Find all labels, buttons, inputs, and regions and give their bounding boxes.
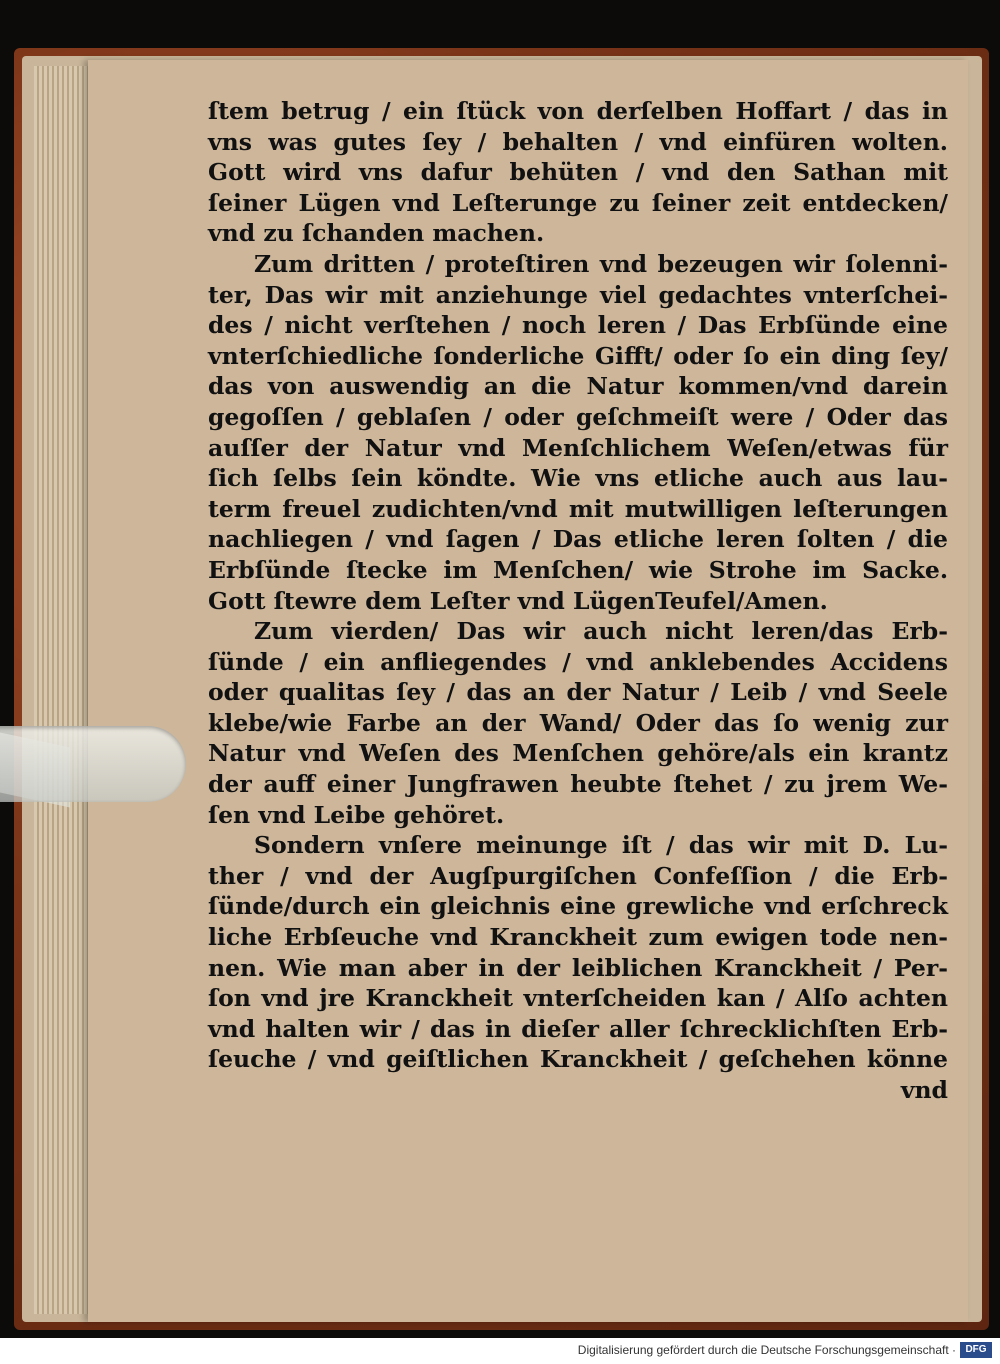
catchword: vnd	[900, 1076, 948, 1104]
funding-credit: Digitalisierung gefördert durch die Deutsche Forschungsgemeinschaft ·	[577, 1343, 956, 1357]
text-line: Zum dritten / proteſtiren vnd bezeugen wir ſolenni-	[254, 249, 948, 278]
text-line: ſeiner Lügen vnd Leſterunge zu ſeiner zeit entdecken/	[208, 188, 948, 217]
text-line: ſon vnd jre Kranckheit vnterſcheiden kan / Alſo achten	[208, 984, 948, 1013]
footer-bar	[0, 1338, 1000, 1364]
text-line: Zum vierden/ Das wir auch nicht leren/das Erb-	[254, 617, 948, 646]
text-line: des / nicht verſtehen / noch leren / Das Erbſünde eine	[208, 311, 948, 340]
text-line: ſeuche / vnd geiſtlichen Kranckheit / geſchehen könne	[208, 1045, 948, 1074]
text-line: vnterſchiedliche ſonderliche Gifft/ oder ſo ein ding ſey/	[208, 341, 948, 370]
text-line: term freuel zudichten/vnd mit mutwilligen leſterungen	[208, 494, 948, 523]
text-line: ther / vnd der Augſpurgiſchen Confeſſion / die Erb-	[208, 861, 948, 890]
text-line: vns was gutes ſey / behalten / vnd einfüren wolten.	[208, 127, 948, 156]
text-line: Gott ſtewre dem Leſter vnd LügenTeufel/Amen.	[208, 586, 828, 615]
page-stack-edges	[34, 66, 94, 1314]
text-line: ter, Das wir mit anziehunge viel gedachtes vnterſchei-	[208, 280, 948, 309]
text-line: klebe/wie Farbe an der Wand/ Oder das ſo wenig zur	[208, 708, 948, 737]
page-text	[208, 96, 948, 1106]
text-line: gegoſſen / geblaſen / oder geſchmeiſt were / Oder das	[208, 402, 948, 431]
text-line: ſen vnd Leibe gehöret.	[208, 800, 505, 829]
text-line: ſünde / ein anfliegendes / vnd anklebendes Accidens	[208, 647, 948, 676]
text-line: vnd zu ſchanden machen.	[208, 219, 545, 248]
text-line: Erbſünde ſtecke im Menſchen/ wie Strohe im Sacke.	[208, 555, 948, 584]
text-line: Gott wird vns dafur behüten / vnd den Sathan mit	[208, 158, 948, 187]
text-line: liche Erbſeuche vnd Kranckheit zum ewigen tode nen-	[208, 923, 948, 952]
dfg-logo-icon: DFG	[960, 1342, 992, 1358]
book-page	[88, 60, 968, 1322]
text-line: Natur vnd Weſen des Menſchen gehöre/als ein krantz	[208, 739, 948, 768]
text-line: der auff einer Jungfrawen heubte ſtehet / zu jrem We-	[208, 770, 948, 799]
text-line: nen. Wie man aber in der leiblichen Kranckheit / Per-	[208, 953, 948, 982]
text-line: oder qualitas ſey / das an der Natur / Leib / vnd Seele	[208, 678, 948, 707]
text-line: das von auswendig an die Natur kommen/vnd darein	[208, 372, 948, 401]
page-clip	[0, 726, 186, 802]
text-line: ſtem betrug / ein ſtück von derſelben Hoffart / das in	[208, 97, 948, 125]
text-line: nachliegen / vnd ſagen / Das etliche leren ſolten / die	[208, 525, 948, 554]
text-line: Sondern vnſere meinunge iſt / das wir mit D. Lu-	[254, 831, 948, 860]
text-line: ſünde/durch ein gleichnis eine grewliche vnd erſchreck	[208, 892, 948, 921]
text-line: vnd halten wir / das in dieſer aller ſchrecklichſten Erb-	[208, 1014, 948, 1043]
text-line: auſſer der Natur vnd Menſchlichem Weſen/etwas für	[208, 433, 948, 462]
text-line: ſich ſelbs ſein köndte. Wie vns etliche auch aus lau-	[208, 464, 948, 493]
